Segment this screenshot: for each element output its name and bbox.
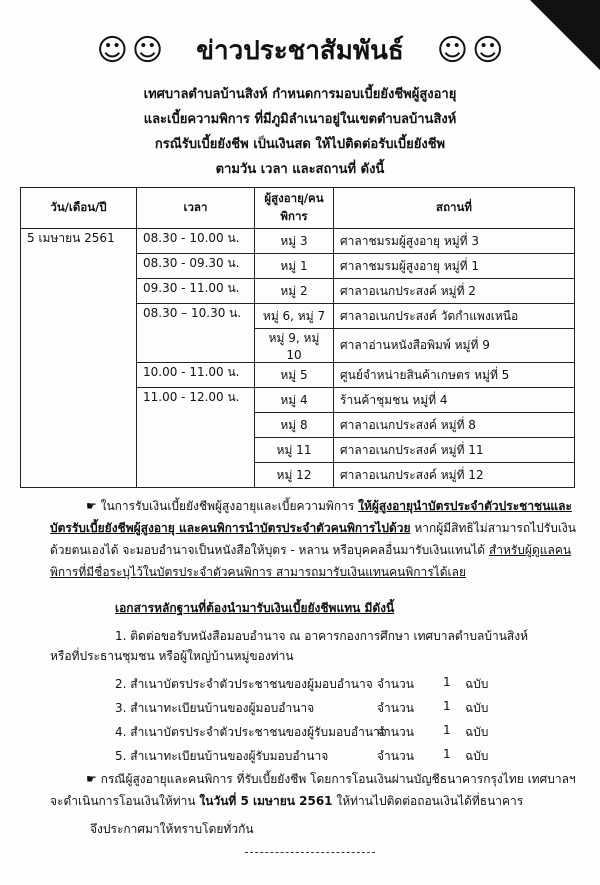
group-cell: หมู่ 5	[255, 363, 334, 388]
doc-text: 5. สำเนาทะเบียนบ้านของผู้รับมอบอำนาจ	[115, 749, 329, 763]
doc-text: 4. สำเนาบัตรประจำตัวประชาชนของผู้รับมอบอำนาจ	[115, 725, 387, 739]
header-group: ผู้สูงอายุ/คน พิการ	[255, 188, 334, 229]
doc-amount-label: จำนวน	[377, 725, 414, 739]
place-cell: ศาลาอ่านหนังสือพิมพ์ หมู่ที่ 9	[334, 329, 575, 363]
doc-item-1-cont: หรือที่ประธานชุมชน หรือผู้ใหญ่บ้านหมู่ของท่าน	[50, 649, 294, 663]
group-cell: หมู่ 11	[255, 438, 334, 463]
time-cell: 11.00 - 12.00 น.	[137, 388, 255, 488]
doc-amount-label: จำนวน	[377, 701, 414, 715]
place-cell: ศูนย์จำหน่ายสินค้าเกษตร หมู่ที่ 5	[334, 363, 575, 388]
signature-line	[245, 852, 375, 853]
para-text: ให้ท่านไปติดต่อถอนเงินได้ที่ธนาคาร	[332, 794, 524, 808]
doc-text: 3. สำเนาทะเบียนบ้านของผู้มอบอำนาจ	[115, 701, 315, 715]
time-cell: 08.30 - 09.30 น.	[137, 254, 255, 279]
group-cell: หมู่ 8	[255, 413, 334, 438]
intro-line: และเบี้ยความพิการ ที่มีภูมิลำเนาอยู่ในเขตตำบลบ้านสิงห์	[143, 112, 457, 127]
schedule-table	[20, 187, 575, 488]
page-title	[0, 30, 600, 71]
list-item	[115, 675, 575, 695]
smiley-icon: ☺	[96, 33, 128, 68]
doc-count: 1	[443, 699, 451, 713]
para-underlined-text: ให้ผู้สูงอายุนำบัตรประจำตัวประชาชนและบัตรรับเบี้ยยังชีพผู้สูงอายุ และคนพิการนำบัตรประจำตัวคนพิการไปด้วย	[50, 499, 572, 535]
intro-line: เทศบาลตำบลบ้านสิงห์ กำหนดการมอบเบี้ยยังชีพผู้สูงอายุ	[143, 87, 457, 102]
title-text: ข่าวประชาสัมพันธ์	[196, 36, 404, 66]
intro-text	[0, 82, 600, 182]
pointing-hand-icon: ☛	[86, 772, 97, 786]
list-item	[115, 699, 575, 719]
intro-line: ตามวัน เวลา และสถานที่ ดังนี้	[215, 162, 385, 177]
doc-text: 2. สำเนาบัตรประจำตัวประชาชนของผู้มอบอำนาจ	[115, 677, 373, 691]
time-cell: 08.30 – 10.30 น.	[137, 304, 255, 363]
group-cell: หมู่ 3	[255, 229, 334, 254]
smiley-icon: ☺	[131, 33, 164, 68]
place-cell: ศาลาชมรมผู้สูงอายุ หมู่ที่ 3	[334, 229, 575, 254]
doc-count: 1	[443, 747, 451, 761]
para-text: ในการรับเงินเบี้ยยังชีพผู้สูงอายุและเบี้ยความพิการ	[100, 499, 359, 513]
header-date: วัน/เดือน/ปี	[21, 188, 137, 229]
smiley-icon: ☺	[472, 33, 504, 68]
table-row	[21, 229, 575, 254]
group-cell: หมู่ 12	[255, 463, 334, 488]
para-underlined-text: สำหรับผู้ดูแลคนพิการที่มีชื่อระบุไว้ในบัตรประจำตัวคนพิการ สามารถมารับเงินแทนคนพิการได้เลย	[50, 543, 572, 579]
place-cell: ร้านค้าชุมชน หมู่ที่ 4	[334, 388, 575, 413]
time-cell: 10.00 - 11.00 น.	[137, 363, 255, 388]
time-cell: 08.30 - 10.00 น.	[137, 229, 255, 254]
doc-unit: ฉบับ	[465, 701, 489, 715]
place-cell: ศาลาอเนกประสงค์ หมู่ที่ 12	[334, 463, 575, 488]
doc-list	[115, 675, 575, 765]
para-text: กรณีผู้สูงอายุและคนพิการ ที่รับเบี้ยยังชีพ โดยการโอนเงินผ่านบัญชีธนาคารกรุงไทย เทศบาลฯ จะดำเนินการโอนเงินให้ท่าน	[50, 772, 576, 808]
place-cell: ศาลาอเนกประสงค์ หมู่ที่ 2	[334, 279, 575, 304]
pointing-hand-icon: ☛	[86, 499, 97, 513]
para-text: หากผู้มีสิทธิไม่สามารถไปรับเงินด้วยตนเองได้ จะมอบอำนาจเป็นหนังสือให้บุตร - หลาน หรือบุคคลอื่นมารับเงินแทนได้	[50, 521, 576, 557]
list-item	[115, 747, 575, 767]
table-header-row	[21, 188, 575, 229]
para-bold-date: ในวันที่ 5 เมษายน 2561	[199, 794, 333, 808]
place-cell: ศาลาชมรมผู้สูงอายุ หมู่ที่ 1	[334, 254, 575, 279]
doc-item-1: 1. ติดต่อขอรับหนังสือมอบอำนาจ ณ อาคารกองการศึกษา เทศบาลตำบลบ้านสิงห์	[115, 629, 529, 643]
doc-count: 1	[443, 675, 451, 689]
group-cell: หมู่ 9, หมู่ 10	[255, 329, 334, 363]
time-cell: 09.30 - 11.00 น.	[137, 279, 255, 304]
doc-unit: ฉบับ	[465, 677, 489, 691]
transfer-paragraph	[50, 768, 580, 812]
group-cell: หมู่ 4	[255, 388, 334, 413]
header-place: สถานที่	[334, 188, 575, 229]
doc-unit: ฉบับ	[465, 749, 489, 763]
group-cell: หมู่ 1	[255, 254, 334, 279]
doc-amount-label: จำนวน	[377, 749, 414, 763]
header-time: เวลา	[137, 188, 255, 229]
place-cell: ศาลาอเนกประสงค์ หมู่ที่ 11	[334, 438, 575, 463]
doc-unit: ฉบับ	[465, 725, 489, 739]
list-item	[115, 723, 575, 743]
intro-line: กรณีรับเบี้ยยังชีพ เป็นเงินสด ให้ไปติดต่อรับเบี้ยยังชีพ	[154, 137, 446, 152]
doc-amount-label: จำนวน	[377, 677, 414, 691]
doc-count: 1	[443, 723, 451, 737]
docs-heading: เอกสารหลักฐานที่ต้องนำมารับเงินเบี้ยยังชีพแทน มีดังนี้	[115, 601, 395, 615]
place-cell: ศาลาอเนกประสงค์ หมู่ที่ 8	[334, 413, 575, 438]
smiley-icon: ☺	[436, 33, 469, 68]
group-cell: หมู่ 2	[255, 279, 334, 304]
closing-text: จึงประกาศมาให้ทราบโดยทั่วกัน	[90, 822, 254, 836]
date-cell: 5 เมษายน 2561	[21, 229, 137, 488]
place-cell: ศาลาอเนกประสงค์ วัดกำแพงเหนือ	[334, 304, 575, 329]
group-cell: หมู่ 6, หมู่ 7	[255, 304, 334, 329]
payment-paragraph	[50, 495, 580, 583]
